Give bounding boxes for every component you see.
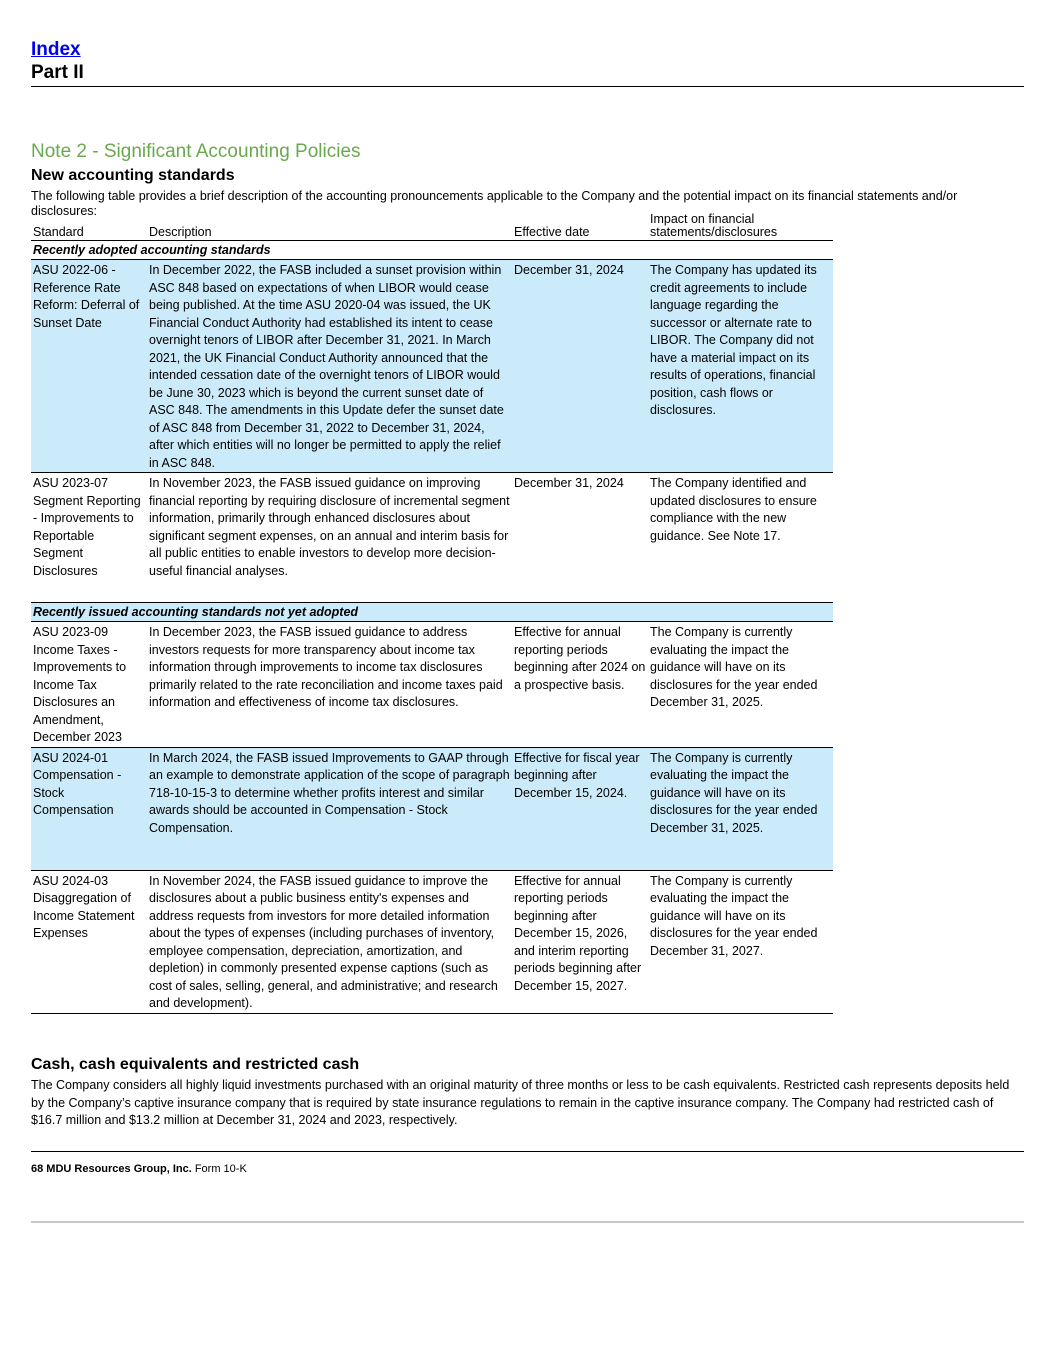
group-title: Recently adopted accounting standards: [31, 241, 833, 260]
description-cell: In December 2022, the FASB included a sunset provision within ASC 848 based on expectations of when LIBOR would cease being published. At the time ASU 2020-04 was issued, the UK Financial Conduct Authority had established its intent to cease overnight tenors of LIBOR after December 31, 2021. In March 2021, the UK Financial Conduct Authority announced that the intended cessation date of the overnight tenors of LIBOR would be June 30, 2023 which is beyond the current sunset date of ASC 848. The amendments in this Update defer the sunset date of ASC 848 from December 31, 2022 to December 31, 2024, after which entities will no longer be permitted to apply the relief in ASC 848.: [147, 260, 512, 473]
standard-cell: ASU 2023-09 Income Taxes - Improvements to Income Tax Disclosures an Amendment, December 2023: [31, 622, 147, 748]
standard-cell: ASU 2024-03 Disaggregation of Income Statement Expenses: [31, 870, 147, 1013]
impact-cell: The Company is currently evaluating the impact the guidance will have on its disclosures for the year ended December 31, 2025.: [648, 622, 833, 748]
standard-cell: ASU 2022-06 - Reference Rate Reform: Deferral of Sunset Date: [31, 260, 147, 473]
column-header-impact: Impact on financial statements/disclosures: [648, 211, 833, 241]
table-row: [31, 622, 833, 748]
impact-cell: The Company is currently evaluating the impact the guidance will have on its disclosures for the year ended December 31, 2025.: [648, 747, 833, 870]
cash-section-paragraph: The Company considers all highly liquid investments purchased with an original maturity of three months or less to be cash equivalents. Restricted cash represents deposits held by the Company’s captive insurance company that is required by state insurance regulations to remain in the captive insurance company. The Company had restricted cash of $16.7 million and $13.2 million at December 31, 2024 and 2023, respectively.: [31, 1078, 1010, 1127]
effective-date-cell: December 31, 2024: [514, 476, 624, 490]
accounting-standards-table: [31, 211, 833, 1014]
description-cell: In November 2023, the FASB issued guidance on improving financial reporting by requiring disclosure of incremental segment information, primarily through enhanced disclosures about significant segment expenses, on an annual and interim basis for all public entities to enable investors to develop more decision-useful financial analyses.: [149, 476, 510, 578]
footer-form: Form 10-K: [194, 1163, 247, 1175]
section-heading: New accounting standards: [31, 167, 235, 184]
description-cell: In March 2024, the FASB issued Improvements to GAAP through an example to demonstrate application of the scope of paragraph 718-10-15-3 to determine whether profits interest and similar awards should be accounted in Compensation - Stock Compensation.: [147, 747, 512, 870]
footer-divider: [31, 1151, 1024, 1152]
effective-date-cell: Effective for annual reporting periods beginning after December 15, 2026, and interim reporting periods beginning after December 15, 2027.: [512, 870, 648, 1013]
page-footer: [31, 1163, 247, 1175]
table-row: [31, 473, 833, 581]
intro-paragraph: The following table provides a brief description of the accounting pronouncements applicable to the Company and the potential impact on its financial statements and/or disclosures:: [31, 189, 958, 218]
table-header-row: [31, 211, 833, 241]
effective-date-cell: December 31, 2024: [512, 260, 648, 473]
group-header-adopted: [31, 241, 833, 260]
effective-date-cell: Effective for annual reporting periods beginning after 2024 on a prospective basis.: [512, 622, 648, 748]
header-divider: [31, 86, 1024, 87]
column-header-description: Description: [147, 211, 512, 241]
index-link[interactable]: Index: [31, 39, 81, 60]
table-spacer-row: [31, 580, 833, 603]
description-cell: In December 2023, the FASB issued guidance to address investors requests for more transparency about income tax information through improvements to income tax disclosures primarily related to the rate reconciliation and income taxes paid information and effectiveness of income tax disclosures.: [147, 622, 512, 748]
group-header-not-adopted: [31, 603, 833, 622]
description-cell: In November 2024, the FASB issued guidance to improve the disclosures about a public business entity's expenses and address requests from investors for more detailed information about the types of expenses (including purchases of inventory, employee compensation, depreciation, amortization, and depletion) in commonly presented expense captions (such as cost of sales, selling, general, and administrative; and research and development).: [147, 870, 512, 1013]
impact-cell: The Company has updated its credit agreements to include language regarding the successor or alternate rate to LIBOR. The Company did not have a material impact on its results of operations, financial position, cash flows or disclosures.: [648, 260, 833, 473]
impact-cell: The Company is currently evaluating the impact the guidance will have on its disclosures for the year ended December 31, 2027.: [648, 870, 833, 1013]
note-title: Note 2 - Significant Accounting Policies: [31, 141, 361, 162]
group-title: Recently issued accounting standards not yet adopted: [31, 603, 833, 622]
standard-cell: ASU 2024-01 Compensation - Stock Compensation: [31, 747, 147, 870]
standard-cell: ASU 2023-07 Segment Reporting - Improvements to Reportable Segment Disclosures: [33, 476, 141, 578]
column-header-standard: Standard: [31, 211, 147, 241]
cash-section-heading: Cash, cash equivalents and restricted cash: [31, 1056, 360, 1073]
table-row: [31, 260, 833, 473]
page-end-divider: [31, 1221, 1024, 1223]
column-header-effective-date: Effective date: [512, 211, 648, 241]
part-label: Part II: [31, 62, 84, 83]
impact-cell: The Company identified and updated disclosures to ensure compliance with the new guidance. See Note 17.: [650, 476, 817, 543]
effective-date-cell: Effective for fiscal year beginning after December 15, 2024.: [512, 747, 648, 870]
footer-page-company: 68 MDU Resources Group, Inc.: [31, 1163, 192, 1175]
table-row: [31, 870, 833, 1013]
table-row: [31, 747, 833, 870]
